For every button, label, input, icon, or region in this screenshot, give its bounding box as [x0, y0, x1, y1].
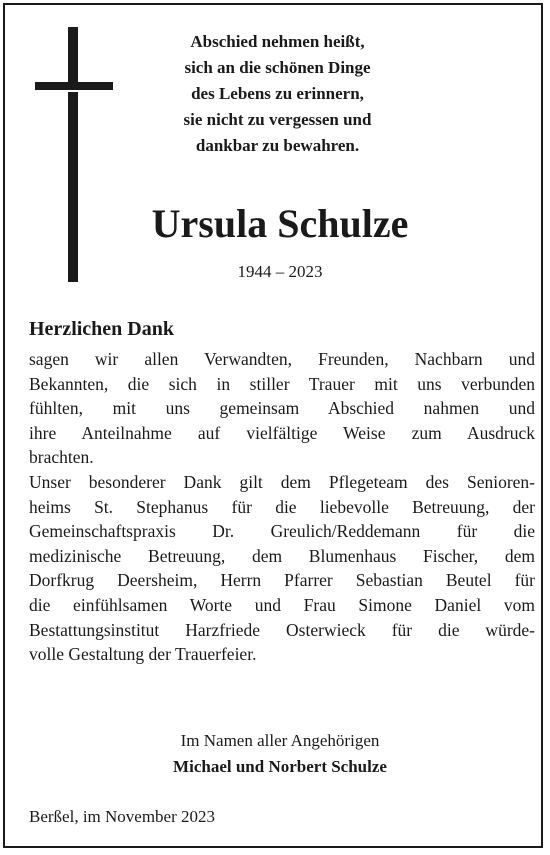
text-line: die einfühlsamen Worte und Frau Simone Daniel vom — [29, 594, 535, 615]
life-dates: 1944 – 2023 — [237, 262, 323, 281]
deceased-name: Ursula Schulze — [151, 201, 409, 246]
text-line: ihre Anteilnahme auf vielfältige Weise zum Ausdruck — [29, 422, 535, 443]
text-line: Dorfkrug Deersheim, Herrn Pfarrer Sebastian Beutel für — [29, 570, 535, 591]
thanks-heading: Herzlichen Dank — [29, 318, 174, 340]
text-line: Bekannten, die sich in stiller Trauer mit uns verbunden — [29, 373, 535, 394]
quote-line: sich an die schönen Dinge — [184, 58, 371, 77]
obituary-frame — [3, 3, 543, 848]
quote-line: sie nicht zu vergessen und — [183, 110, 372, 129]
signature-names: Michael und Norbert Schulze — [173, 757, 387, 776]
text-line: medizinische Betreuung, dem Blumenhaus Fischer, dem — [29, 545, 535, 566]
cross-icon — [35, 27, 115, 287]
place-date: Berßel, im November 2023 — [29, 807, 216, 826]
text-line: volle Gestaltung der Trauerfeier. — [29, 644, 257, 665]
thanks-text — [29, 347, 535, 667]
text-line: Bestattungsinstitut Harzfriede Osterwieck für die würde- — [29, 619, 535, 640]
text-line: sagen wir allen Verwandten, Freunden, Nachbarn und — [29, 349, 535, 369]
text-line: brachten. — [29, 447, 94, 468]
signature — [85, 728, 475, 780]
text-line: heims St. Stephanus für die liebevolle Betreuung, der — [29, 496, 535, 517]
signature-intro: Im Namen aller Angehörigen — [180, 731, 380, 750]
text-line: Unser besonderer Dank gilt dem Pflegeteam des Senioren- — [29, 471, 535, 492]
text-line: fühlten, mit uns gemeinsam Abschied nahmen und — [29, 398, 535, 419]
quote-line: Abschied nehmen heißt, — [190, 32, 365, 51]
quote — [145, 29, 410, 159]
quote-line: dankbar zu bewahren. — [195, 136, 360, 155]
quote-line: des Lebens zu erinnern, — [191, 84, 364, 103]
text-line: Gemeinschaftspraxis Dr. Greulich/Reddemann für die — [29, 521, 535, 542]
